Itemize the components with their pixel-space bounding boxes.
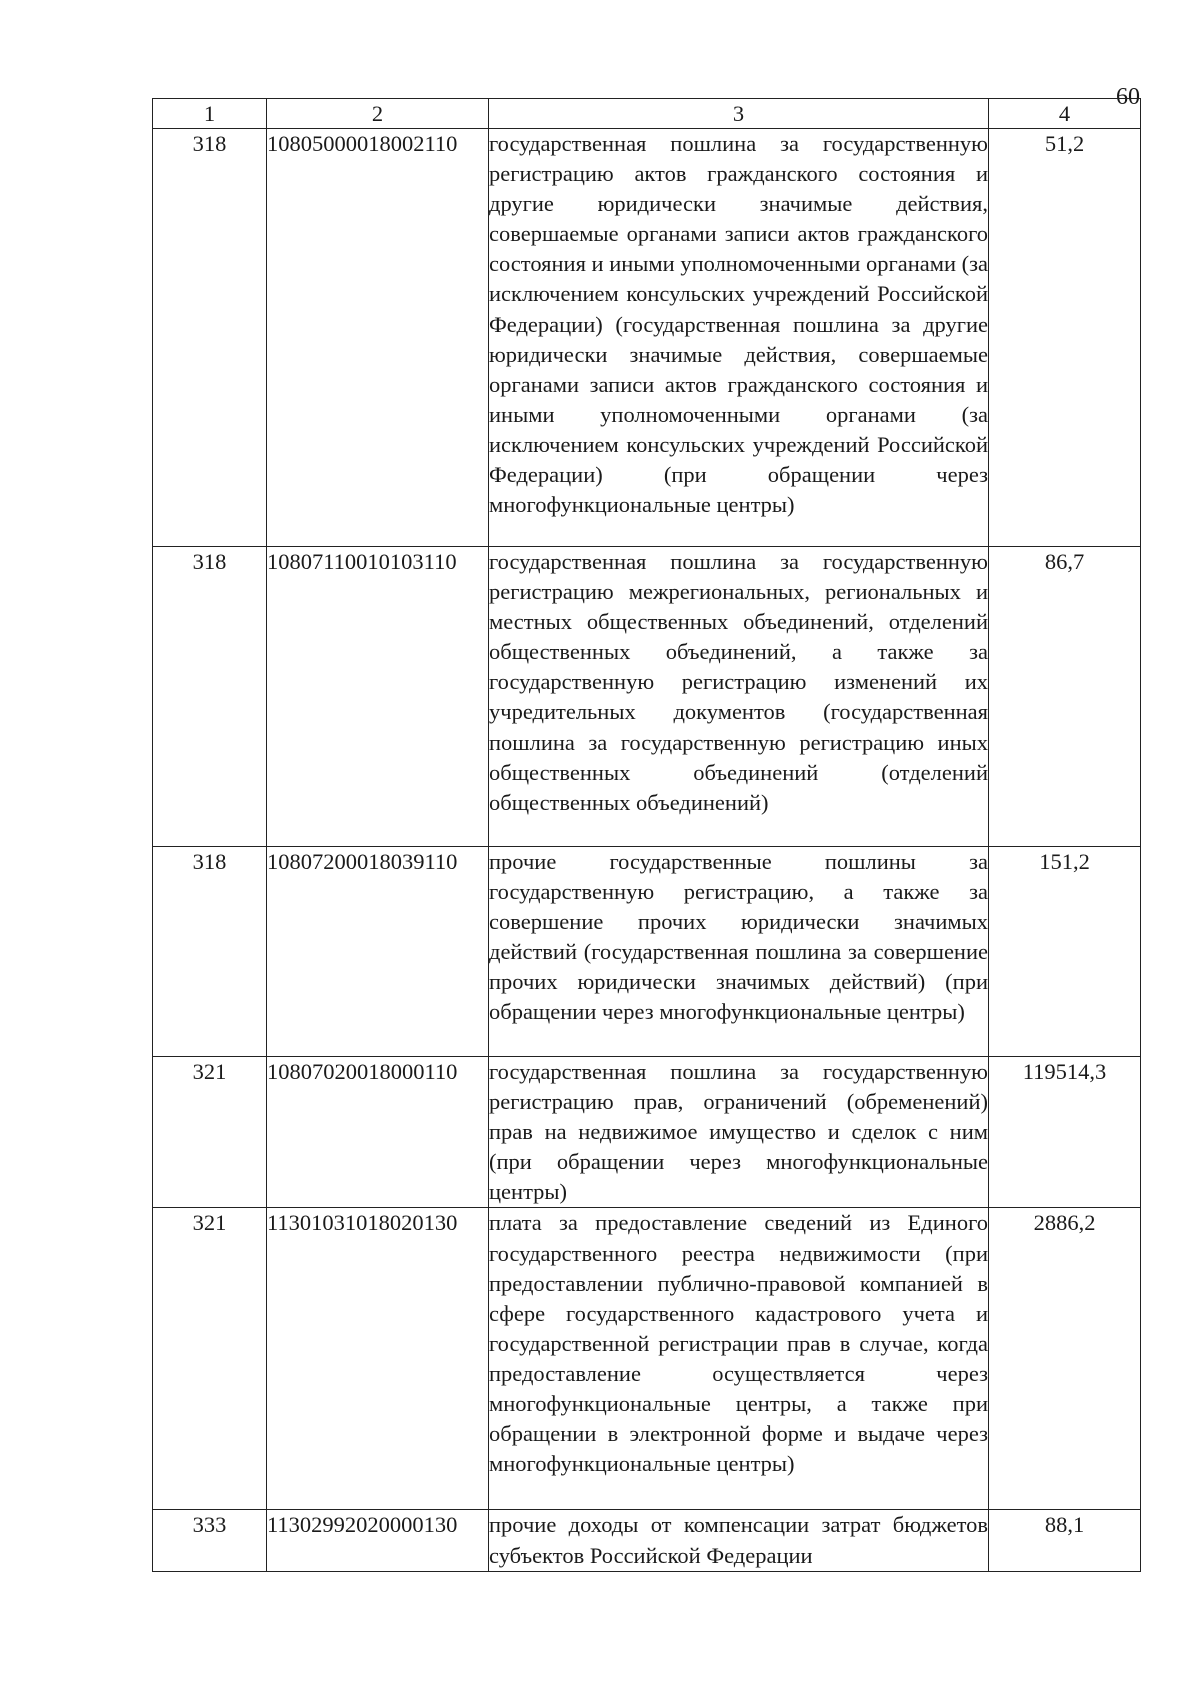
description-cell: плата за предоставление сведений из Единого государственного реестра недвижимости (при предоставлении публично-правовой компанией в сфере государственного кадастрового учета и государственной регистрации прав в случае, когда предоставление осуществляется через многофункциональные центры, а также при обращении в электронной форме и выдаче через многофункциональные центры)	[489, 1208, 989, 1510]
column-header-4: 4	[989, 99, 1141, 129]
table-row	[153, 1510, 1141, 1572]
header-row	[153, 99, 1141, 129]
table-row	[153, 547, 1141, 847]
kbk-code-cell: 10807200018039110	[267, 847, 489, 1057]
column-header-2: 2	[267, 99, 489, 129]
amount-cell: 88,1	[989, 1510, 1141, 1572]
kbk-code-cell: 10807020018000110	[267, 1057, 489, 1208]
amount-cell: 119514,3	[989, 1057, 1141, 1208]
description-cell: государственная пошлина за государственную регистрацию межрегиональных, региональных и местных общественных объединений, отделений общественных объединений, а также за государственную регистрацию изменений их учредительных документов (государственная пошлина за государственную регистрацию иных общественных объединений (отделений общественных объединений)	[489, 547, 989, 847]
kbk-code-cell: 10807110010103110	[267, 547, 489, 847]
page-number: 60	[1116, 84, 1140, 110]
admin-code-cell: 318	[153, 847, 267, 1057]
admin-code-cell: 321	[153, 1057, 267, 1208]
admin-code-cell: 321	[153, 1208, 267, 1510]
amount-cell: 151,2	[989, 847, 1141, 1057]
revenue-table	[152, 98, 1141, 1572]
description-cell: прочие государственные пошлины за государственную регистрацию, а также за совершение прочих юридически значимых действий (государственная пошлина за совершение прочих юридически значимых действий) (при обращении через многофункциональные центры)	[489, 847, 989, 1057]
column-header-1: 1	[153, 99, 267, 129]
table-row	[153, 1057, 1141, 1208]
amount-cell: 2886,2	[989, 1208, 1141, 1510]
admin-code-cell: 318	[153, 547, 267, 847]
kbk-code-cell: 10805000018002110	[267, 129, 489, 547]
description-cell: государственная пошлина за государственную регистрацию актов гражданского состояния и другие юридически значимые действия, совершаемые органами записи актов гражданского состояния и иными уполномоченными органами (за исключением консульских учреждений Российской Федерации) (государственная пошлина за другие юридически значимые действия, совершаемые органами записи актов гражданского состояния и иными уполномоченными органами (за исключением консульских учреждений Российской Федерации) (при обращении через многофункциональные центры)	[489, 129, 989, 547]
table-row	[153, 1208, 1141, 1510]
amount-cell: 51,2	[989, 129, 1141, 547]
table-row	[153, 847, 1141, 1057]
admin-code-cell: 333	[153, 1510, 267, 1572]
description-cell: прочие доходы от компенсации затрат бюджетов субъектов Российской Федерации	[489, 1510, 989, 1572]
kbk-code-cell: 11302992020000130	[267, 1510, 489, 1572]
amount-cell: 86,7	[989, 547, 1141, 847]
table-row	[153, 129, 1141, 547]
kbk-code-cell: 11301031018020130	[267, 1208, 489, 1510]
description-cell: государственная пошлина за государственную регистрацию прав, ограничений (обременений) прав на недвижимое имущество и сделок с ним (при обращении через многофункциональные центры)	[489, 1057, 989, 1208]
admin-code-cell: 318	[153, 129, 267, 547]
column-header-3: 3	[489, 99, 989, 129]
